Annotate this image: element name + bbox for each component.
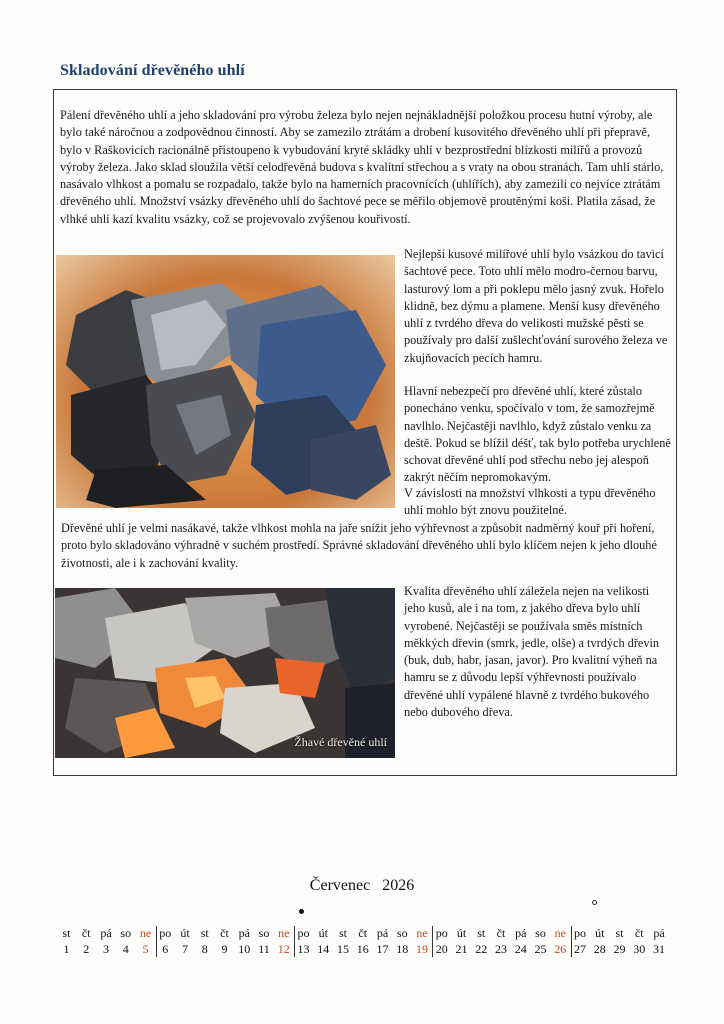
calendar-day	[651, 925, 668, 957]
calendar-weekday: út	[456, 926, 467, 940]
calendar-date: 25	[534, 942, 547, 956]
calendar-day	[256, 925, 273, 957]
calendar-day	[512, 925, 529, 957]
calendar-date: 12	[277, 942, 290, 956]
glowing-charcoal-photo	[55, 588, 395, 758]
calendar-weekday: pá	[238, 926, 250, 940]
calendar-weekday: ne	[139, 926, 152, 940]
calendar-weekday: ne	[554, 926, 566, 940]
calendar-date: 9	[221, 942, 228, 956]
calendar-day	[473, 925, 490, 957]
calendar-day	[196, 925, 213, 957]
calendar-day	[157, 925, 174, 957]
calendar-date: 14	[317, 942, 330, 956]
calendar-date: 4	[122, 942, 129, 956]
calendar-weekday: pá	[653, 926, 665, 940]
calendar-day	[236, 925, 253, 957]
calendar-date: 2	[83, 942, 90, 956]
page-title: Skladování dřevěného uhlí	[60, 62, 245, 79]
calendar-date: 5	[142, 942, 149, 956]
calendar-day	[117, 925, 134, 957]
calendar-day	[611, 925, 628, 957]
calendar-date: 6	[162, 942, 169, 956]
wood-type-paragraph: Kvalita dřevěného uhlí záležela nejen na velikosti jeho kusů, ale i na tom, z jakého dřeva bylo uhlí vyrobené. Nejčastěji se používala směs místních měkkých dřevin (smrk, jedle, olše) a tvrdých dřevin (buk, dub, habr, jasan, javor). Pro kvalitní výheň na hamru se z důvodu lepší výhřevnosti používalo dřevěné uhlí vypálené hlavně z tvrdého bukového nebo dubového dřeva.	[404, 584, 660, 720]
calendar-day	[315, 925, 332, 957]
calendar-date: 19	[416, 942, 428, 956]
calendar-date: 8	[201, 942, 208, 956]
calendar-weekday: st	[200, 926, 209, 940]
calendar-day	[414, 925, 431, 957]
calendar-weekday: st	[338, 926, 347, 940]
calendar-date: 23	[495, 942, 507, 956]
calendar-weekday: pá	[376, 926, 389, 940]
calendar-date: 30	[633, 942, 646, 956]
calendar-day	[394, 925, 411, 957]
calendar-weekday: čt	[358, 926, 368, 940]
photo-caption: Žhavé dřevěné uhlí	[294, 735, 387, 749]
calendar-day	[335, 925, 352, 957]
calendar-weekday: st	[615, 926, 624, 940]
calendar-date: 15	[337, 942, 349, 956]
calendar-date: 28	[593, 942, 606, 956]
calendar-weekday: po	[297, 926, 310, 940]
frame-gap-line-2	[53, 517, 54, 583]
calendar-date: 26	[554, 942, 567, 956]
calendar-weekday: út	[595, 926, 605, 940]
calendar-weekday: ne	[278, 926, 290, 940]
calendar-day	[78, 925, 95, 957]
calendar-weekday: so	[396, 926, 408, 940]
charcoal-photo	[56, 255, 395, 508]
calendar-day	[374, 925, 391, 957]
calendar-year: 2026	[382, 877, 415, 894]
calendar-weekday: čt	[634, 926, 644, 940]
charcoal-pieces-image	[56, 255, 395, 508]
glowing-embers-image	[55, 588, 395, 758]
calendar-day	[572, 925, 589, 957]
calendar-weekday: út	[318, 926, 328, 940]
calendar-weekday: so	[120, 926, 132, 940]
calendar-date: 7	[182, 942, 188, 956]
absorbency-paragraph: Dřevěné uhlí je velmi nasákavé, takže vlhkost mohla na jaře snížit jeho výhřevnost a způsobit nadměrný kouř při hoření, proto bylo skladováno výhradně v suchém prostředí. Správné skladování dřevěného uhlí bylo klíčem nejen k jeho dlouhé životnosti, ale i k zachování kvality.	[61, 521, 657, 570]
calendar-weekday: ne	[416, 926, 428, 940]
calendar-day	[493, 925, 510, 957]
calendar-weekday: st	[477, 926, 486, 940]
calendar-day	[98, 925, 115, 957]
calendar-month: Červenec	[309, 877, 371, 894]
calendar-weekday: čt	[496, 926, 506, 940]
calendar-day	[275, 925, 292, 957]
new-moon-icon	[592, 900, 597, 905]
calendar-day	[552, 925, 569, 957]
calendar-date: 29	[613, 942, 626, 956]
calendar-weekday: út	[180, 926, 190, 940]
calendar-date: 11	[258, 942, 270, 956]
calendar-day	[433, 925, 450, 957]
calendar-weekday: pá	[515, 926, 527, 940]
calendar-day	[591, 925, 608, 957]
calendar-date: 20	[435, 942, 448, 956]
calendar-day	[631, 925, 648, 957]
calendar-month-heading	[0, 877, 724, 895]
calendar-weekday: so	[258, 926, 270, 940]
calendar-weekday: po	[159, 926, 172, 940]
calendar-weekday: pá	[100, 926, 112, 940]
full-moon-icon	[299, 909, 304, 914]
frame-gap-line	[53, 228, 54, 246]
calendar-date: 13	[297, 942, 310, 956]
calendar-date: 27	[574, 942, 586, 956]
calendar-day	[137, 925, 154, 957]
calendar-weekday: po	[435, 926, 448, 940]
calendar-date: 1	[63, 942, 70, 956]
calendar-weekday: po	[574, 926, 586, 940]
calendar-day	[354, 925, 371, 957]
calendar-date: 22	[475, 942, 488, 956]
danger-paragraph: Hlavní nebezpečí pro dřevěné uhlí, které zůstalo ponecháno venku, spočívalo v tom, že samozřejmě navlhlo. Nejčastěji navlhlo, když zůstalo venku za deště. Pokud se blížil déšť, tak bylo potřeba urychleně schovat dřevěné uhlí pod střechu nebo jej alespoň zakrýt něčím nepromokavým.	[404, 384, 671, 485]
calendar-weekday: čt	[81, 926, 91, 940]
calendar-date: 10	[238, 942, 251, 956]
calendar-weekday: čt	[220, 926, 229, 940]
intro-paragraph: Pálení dřevěného uhlí a jeho skladování pro výrobu železa bylo nejen nejnákladnější položkou procesu hutní výroby, ale bylo také náročnou a zodpovědnou činností. Aby se zamezilo ztrátám a drobení kusovitého dřevěného uhlí při přepravě, bylo v Raškovicích racionálně přistoupeno k vybudování kryté skládky uhlí v bezprostřední blízkosti milířů a provozů výroby železa. Jako sklad sloužila větší celodřevěná budova s kvalitní střechou a s vraty na obou stranách. Tam uhlí stárlo, nasávalo vlhkost a pomalu se rozpadalo, takže bylo na hamerních pracovnících (uhlířích), aby zamezili co nejvíce ztrátám dřevěného uhlí. Množství vsázky dřevěného uhlí do šachtové pece se měřilo objemově proutěnými koši. Platila zásad, že vlhké uhlí kazí kvalitu vsázky, což se projevovalo zvýšenou kouřivostí.	[60, 108, 664, 226]
calendar-date: 21	[455, 942, 468, 956]
calendar-date: 18	[396, 942, 409, 956]
calendar-day	[216, 925, 233, 957]
calendar-day	[58, 925, 75, 957]
calendar-day	[532, 925, 549, 957]
calendar-date: 31	[653, 942, 665, 956]
calendar-date: 17	[376, 942, 389, 956]
calendar-date: 3	[103, 942, 109, 956]
calendar-date: 16	[356, 942, 369, 956]
calendar-day	[177, 925, 194, 957]
reuse-paragraph: V závislosti na množství vlhkosti a typu dřevěného uhlí mohlo být znovu použitelné.	[404, 486, 656, 518]
calendar-day	[295, 925, 312, 957]
calendar-weekday: so	[535, 926, 546, 940]
calendar-date: 24	[514, 942, 527, 956]
calendar-day	[453, 925, 470, 957]
quality-paragraph: Nejlepší kusové milířové uhlí bylo vsázkou do tavicí šachtové pece. Toto uhlí mělo modro-černou barvu, lasturový lom a při poklepu mělo jasný zvuk. Hořelo klidně, bez dýmu a plamene. Menší kusy dřevěného uhlí z tvrdého dřeva do velikosti mužské pěsti se používaly pro další zušlechťování surového železa ve zkujňovacích pecích hamru.	[404, 247, 668, 365]
calendar-weekday: st	[62, 926, 71, 940]
